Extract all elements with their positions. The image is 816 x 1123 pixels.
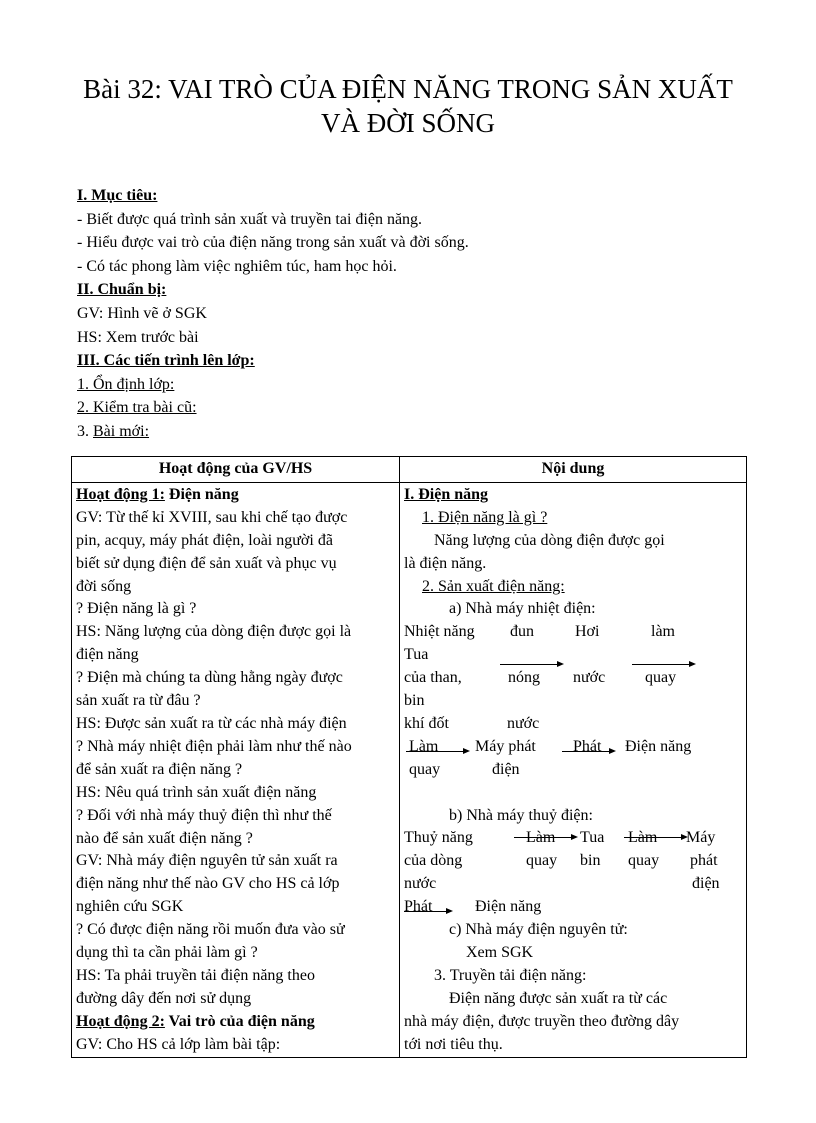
flow-text: đun [510,623,534,641]
thermal-plant-label: a) Nhà máy nhiệt điện: [449,600,596,618]
nuclear-plant-text: Xem SGK [466,943,534,961]
activity-line: HS: Năng lượng của dòng điện được gọi là [76,623,352,641]
prep-hs: HS: Xem trước bài [77,328,199,346]
flow-text: của dòng [404,852,463,870]
flow-text: phát [690,852,718,870]
thermal-flow-row-5 [404,713,742,736]
flow-text: Làm [526,829,556,847]
activity-line: điện năng [76,646,139,664]
flow-text: Điện năng [625,737,692,755]
flow-text: khí đốt [404,714,449,732]
activity-2-label: Hoạt động 2: [76,1012,165,1030]
activity-line: pin, acquy, máy phát điện, loài người đã [76,531,333,549]
objective-item: - Có tác phong làm việc nghiêm túc, ham học hỏi. [77,257,397,275]
flow-text: nóng [508,669,540,687]
flow-text: Phát [404,898,433,916]
activity-line: ? Có được điện năng rồi muốn đưa vào sử [76,921,345,939]
arrow-icon [500,664,558,665]
hydro-flow-row-2 [404,850,742,873]
title-line-2: VÀ ĐỜI SỐNG [321,108,495,138]
question-2: 2. Sản xuất điện năng: [422,577,565,595]
activity-table [71,456,747,1058]
transmission-line: Điện năng được sản xuất ra từ các [449,989,668,1007]
activity-line: ? Đối với nhà máy thuỷ điện thì như thế [76,806,332,824]
flow-text: bin [580,852,601,870]
activity-line: đường dây đến nơi sử dụng [76,989,252,1007]
hydro-flow-row-4 [404,896,742,919]
activity-line: GV: Từ thế kỉ XVIII, sau khi chế tạo được [76,508,348,526]
activity-line: nào để sản xuất điện năng ? [76,829,253,847]
flow-text: làm [651,623,675,641]
flow-text: Máy phát [475,737,536,755]
process-heading: III. Các tiến trình lên lớp: [77,352,255,370]
nuclear-plant-label: c) Nhà máy điện nguyên tử: [449,920,628,938]
activity-1-label: Hoạt động 1: [76,485,165,503]
flow-text: điện [692,875,720,893]
transmission-line: tới nơi tiêu thụ. [404,1035,503,1053]
flow-text: quay [409,760,441,778]
activity-1-heading [76,484,395,507]
definition-line: là điện năng. [404,554,487,572]
section-1-heading: I. Điện năng [404,485,489,503]
header-content: Nội dung [400,457,747,483]
title-line-1: Bài 32: VAI TRÒ CỦA ĐIỆN NĂNG TRONG SẢN XUẤT [83,74,733,104]
flow-text: của than, [404,669,462,687]
activity-line: điện năng như thế nào GV cho HS cả lớp [76,875,340,893]
flow-text: Nhiệt năng [404,623,475,641]
thermal-flow-row-7 [404,759,742,782]
activity-line: GV: Nhà máy điện nguyên tử sản xuất ra [76,852,338,870]
hydro-plant-label: b) Nhà máy thuỷ điện: [449,806,593,824]
flow-text: Điện năng [475,898,542,916]
activity-line: nghiên cứu SGK [76,898,184,916]
flow-text: nước [507,714,540,732]
activities-column [72,482,400,1057]
transmission-line: nhà máy điện, được truyền theo đường dây [404,1012,680,1030]
activity-2-title: Vai trò của điện năng [164,1012,315,1030]
header-activities: Hoạt động của GV/HS [72,457,400,483]
flow-text: Tua [580,829,605,847]
activity-2-heading [76,1011,395,1034]
thermal-flow-row-6 [404,736,742,759]
objective-item: - Hiểu được vai trò của điện năng trong sản xuất và đời sống. [77,234,469,252]
definition-line: Năng lượng của dòng điện được gọi [434,531,665,549]
activity-line: biết sử dụng điện để sản xuất và phục vụ [76,554,337,572]
activity-line: để sản xuất ra điện năng ? [76,760,243,778]
activity-line: đời sống [76,577,132,595]
question-3: 3. Truyền tải điện năng: [434,966,587,984]
process-step-2: 2. Kiểm tra bài cũ: [77,399,197,417]
activity-1-title: Điện năng [164,485,239,503]
process-step-3-label: Bài mới: [93,422,150,440]
flow-text: Thuỷ năng [404,829,473,847]
lesson-title [40,72,776,140]
flow-text: Làm [628,829,658,847]
activity-line: HS: Được sản xuất ra từ các nhà máy điện [76,714,347,732]
question-1: 1. Điện năng là gì ? [422,508,548,526]
objective-item: - Biết được quá trình sản xuất và truyền tai điện năng. [77,210,423,228]
flow-text: Tua [404,646,429,664]
flow-text: quay [628,852,660,870]
prep-gv: GV: Hình vẽ ở SGK [77,304,207,322]
thermal-flow-row-1 [404,621,742,644]
flow-text: nước [573,669,606,687]
thermal-flow-row-3 [404,667,742,690]
flow-text: Hơi [575,623,600,641]
activity-line: dụng thì ta cần phải làm gì ? [76,944,258,962]
activity-line: ? Điện mà chúng ta dùng hằng ngày được [76,669,343,687]
activity-line: ? Điện năng là gì ? [76,600,197,618]
objectives-heading: I. Mục tiêu: [77,187,158,204]
flow-text: nước [404,875,437,893]
flow-text: Máy [686,829,716,847]
arrow-icon [632,664,690,665]
content-column [400,482,747,1057]
flow-text: Làm [409,737,439,755]
activity-line: HS: Nêu quá trình sản xuất điện năng [76,783,317,801]
flow-text: bin [404,692,425,710]
hydro-flow-row-1 [404,827,742,850]
flow-text: điện [492,760,520,778]
activity-line: ? Nhà máy nhiệt điện phải làm như thế nào [76,737,352,755]
spacer [404,782,742,805]
hydro-flow-row-3 [404,873,742,896]
process-step-3 [77,420,767,444]
activity-line: GV: Cho HS cả lớp làm bài tập: [76,1035,281,1053]
activity-line: sản xuất ra từ đâu ? [76,692,201,710]
activity-line: HS: Ta phải truyền tải điện năng theo [76,966,315,984]
process-step-3-num: 3. [77,422,93,440]
prep-heading: II. Chuẩn bị: [77,281,167,299]
flow-text: Phát [573,737,602,755]
process-step-1: 1. Ổn định lớp: [77,375,175,393]
flow-text: quay [526,852,558,870]
flow-text: quay [645,669,677,687]
lesson-intro [77,184,767,444]
